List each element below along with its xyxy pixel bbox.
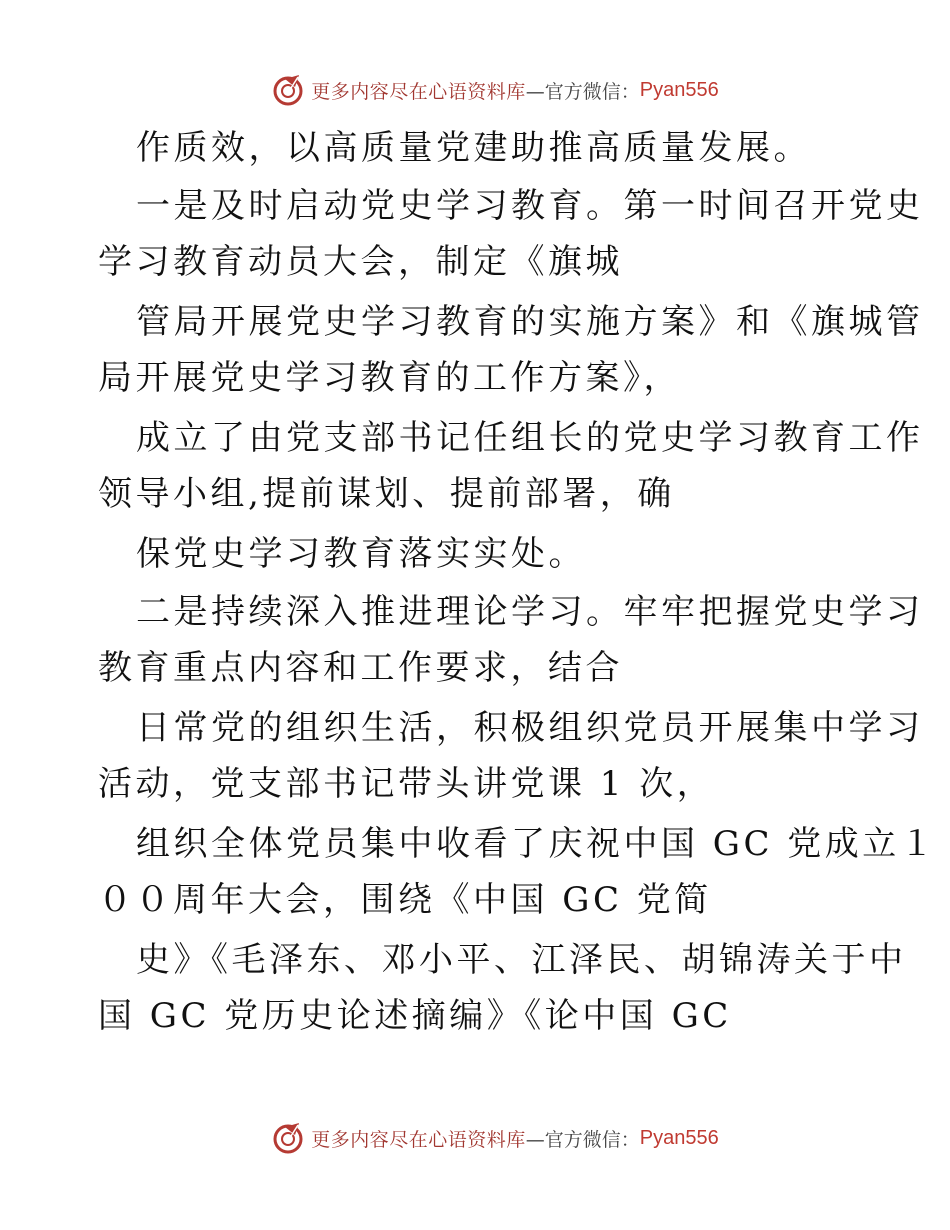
text-line: ００周年大会，围绕《中国 GC 党简 xyxy=(98,880,712,920)
watermark-separator: —官方微信： xyxy=(525,1128,640,1151)
watermark-account: Pyan556 xyxy=(639,1126,719,1149)
text-line: 活动，党支部书记带头讲党课 1 次， xyxy=(98,764,715,804)
text-line: 史》《毛泽东、邓小平、江泽民、胡锦涛关于中 xyxy=(136,940,907,980)
text-line: 管局开展党史学习教育的实施方案》和《旗城管 xyxy=(136,302,924,342)
text-line: 二是持续深入推进理论学习。牢牢把握党史学习 xyxy=(136,592,924,632)
text-line: 日常党的组织生活，积极组织党员开展集中学习 xyxy=(136,708,924,748)
text-line: 国 GC 党历史论述摘编》《论中国 GC xyxy=(98,996,732,1036)
red-pen-seal-icon xyxy=(271,73,305,107)
text-line: 组织全体党员集中收看了庆祝中国 GC 党成立１ xyxy=(136,824,938,864)
watermark-separator: —官方微信： xyxy=(525,80,640,103)
text-line: 领导小组,提前谋划、提前部署，确 xyxy=(98,474,675,514)
watermark-footer xyxy=(0,1118,950,1158)
text-line: 局开展党史学习教育的工作方案》， xyxy=(98,358,681,398)
watermark-text: 更多内容尽在心语资料库 xyxy=(311,80,526,103)
watermark-header xyxy=(0,70,950,110)
text-line: 教育重点内容和工作要求，结合 xyxy=(98,648,623,688)
text-line: 成立了由党支部书记任组长的党史学习教育工作 xyxy=(136,418,924,458)
text-line: 学习教育动员大会，制定《旗城 xyxy=(98,242,623,282)
text-line: 作质效，以高质量党建助推高质量发展。 xyxy=(136,128,811,168)
watermark-account: Pyan556 xyxy=(639,78,719,101)
text-line: 保党史学习教育落实实处。 xyxy=(136,534,586,574)
text-line: 一是及时启动党史学习教育。第一时间召开党史 xyxy=(136,186,924,226)
watermark-text: 更多内容尽在心语资料库 xyxy=(311,1128,526,1151)
red-pen-seal-icon xyxy=(271,1121,305,1155)
